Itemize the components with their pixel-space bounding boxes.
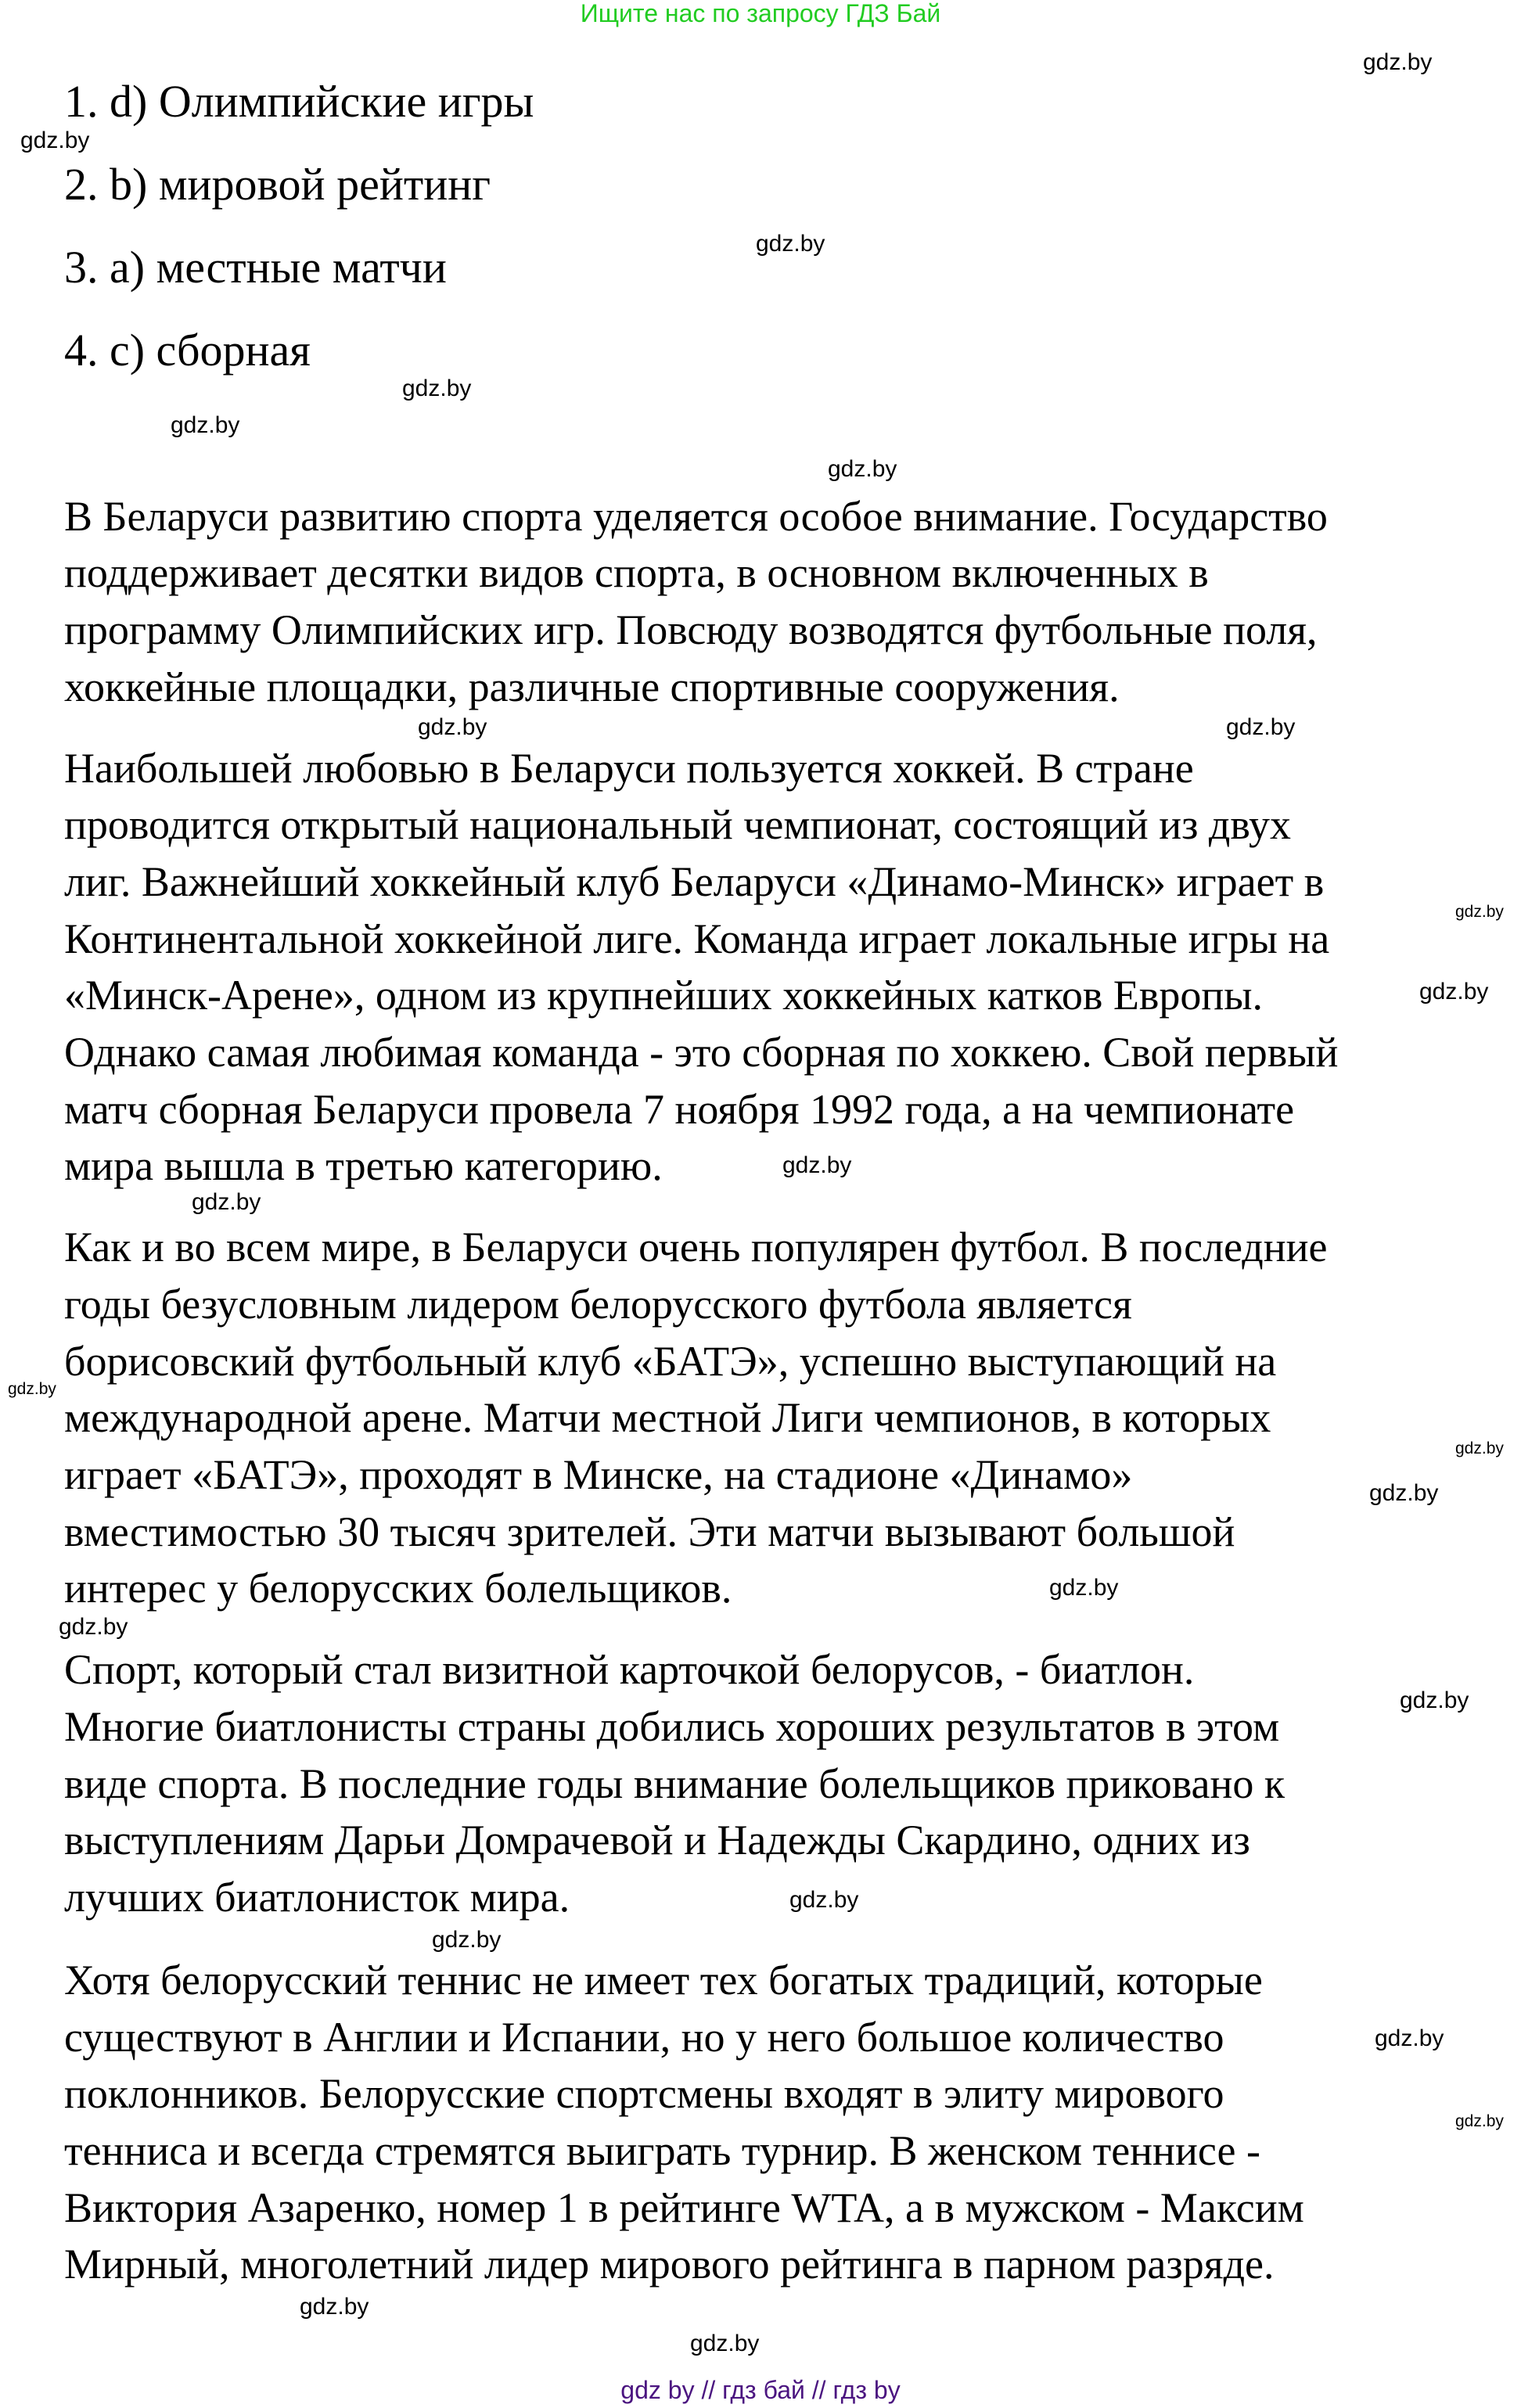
watermark: gdz.by [59,1614,128,1640]
watermark: gdz.by [432,1927,502,1953]
watermark: gdz.by [789,1887,859,1913]
answer-item: 3. a) местные матчи [64,242,447,293]
paragraph-line: программу Олимпийских игр. Повсюду возводятся футбольные поля, [64,606,1318,653]
paragraph-line: Спорт, который стал визитной карточкой белорусов, - биатлон. [64,1646,1195,1693]
paragraph-line: вместимостью 30 тысяч зрителей. Эти матчи вызывают большой [64,1508,1235,1555]
watermark: gdz.by [1049,1575,1119,1601]
watermark: gdz.by [402,376,472,401]
paragraph-line: поклонников. Белорусские спортсмены входят в элиту мирового [64,2070,1224,2117]
watermark: gdz.by [1455,2112,1504,2130]
header-search-hint: Ищите нас по запросу ГДЗ Бай [580,0,941,27]
paragraph-line: тенниса и всегда стремятся выиграть турнир. В женском теннисе - [64,2127,1260,2174]
paragraph-line: поддерживает десятки видов спорта, в основном включенных в [64,549,1209,596]
footer-links[interactable]: gdz by // гдз бай // гдз by [620,2376,901,2404]
paragraph-line: годы безусловным лидером белорусского футбола является [64,1281,1132,1328]
paragraph-line: Мирный, многолетний лидер мирового рейтинга в парном разряде. [64,2241,1275,2288]
paragraph-line: интерес у белорусских болельщиков. [64,1565,732,1612]
watermark: gdz.by [828,456,897,482]
paragraph-line: международной арене. Матчи местной Лиги чемпионов, в которых [64,1394,1271,1441]
paragraph-line: Наибольшей любовью в Беларуси пользуется хоккей. В стране [64,745,1194,792]
paragraph-line: Виктория Азаренко, номер 1 в рейтинге WTA, а в мужском - Максим [64,2184,1304,2231]
paragraph-line: Хотя белорусский теннис не имеет тех богатых традиций, которые [64,1957,1263,2004]
watermark: gdz.by [1226,714,1296,740]
answer-item: 4. c) сборная [64,325,311,376]
watermark: gdz.by [171,412,240,438]
watermark: gdz.by [1419,979,1489,1005]
paragraph-line: лучших биатлонисток мира. [64,1874,570,1921]
paragraph-line: Как и во всем мире, в Беларуси очень популярен футбол. В последние [64,1224,1328,1270]
watermark: gdz.by [192,1189,261,1215]
watermark: gdz.by [1369,1480,1439,1506]
paragraph-line: мира вышла в третью категорию. [64,1142,663,1189]
watermark: gdz.by [1455,1439,1504,1457]
paragraph-line: играет «БАТЭ», проходят в Минске, на стадионе «Динамо» [64,1451,1133,1498]
paragraph-line: «Минск-Арене», одном из крупнейших хоккейных катков Европы. [64,972,1264,1019]
watermark: gdz.by [690,2331,760,2356]
watermark: gdz.by [8,1380,56,1398]
paragraph-line: Однако самая любимая команда - это сборная по хоккею. Свой первый [64,1029,1339,1076]
paragraph-line: В Беларуси развитию спорта уделяется особое внимание. Государство [64,493,1328,540]
watermark: gdz.by [1363,49,1433,75]
watermark: gdz.by [1400,1687,1469,1713]
paragraph-line: матч сборная Беларуси провела 7 ноября 1992 года, а на чемпионате [64,1086,1295,1133]
watermark: gdz.by [1455,903,1504,921]
paragraph-line: Континентальной хоккейной лиге. Команда играет локальные игры на [64,915,1330,962]
watermark: gdz.by [20,128,90,153]
paragraph-line: проводится открытый национальный чемпионат, состоящий из двух [64,801,1292,848]
paragraph-line: существуют в Англии и Испании, но у него большое количество [64,2014,1224,2061]
paragraph-line: лиг. Важнейший хоккейный клуб Беларуси «Динамо-Минск» играет в [64,858,1325,905]
paragraph-line: виде спорта. В последние годы внимание болельщиков приковано к [64,1760,1285,1807]
watermark: gdz.by [418,714,487,740]
paragraph-line: Многие биатлонисты страны добились хороших результатов в этом [64,1703,1280,1750]
paragraph-line: борисовский футбольный клуб «БАТЭ», успешно выступающий на [64,1338,1277,1385]
paragraph-line: выступлениям Дарьи Домрачевой и Надежды Скардино, одних из [64,1817,1250,1864]
watermark: gdz.by [756,231,825,257]
answer-item: 2. b) мировой рейтинг [64,159,491,210]
watermark: gdz.by [1375,2025,1444,2051]
answer-item: 1. d) Олимпийские игры [64,76,534,127]
paragraph-line: хоккейные площадки, различные спортивные сооружения. [64,663,1120,710]
watermark: gdz.by [300,2294,369,2320]
watermark: gdz.by [782,1152,852,1178]
